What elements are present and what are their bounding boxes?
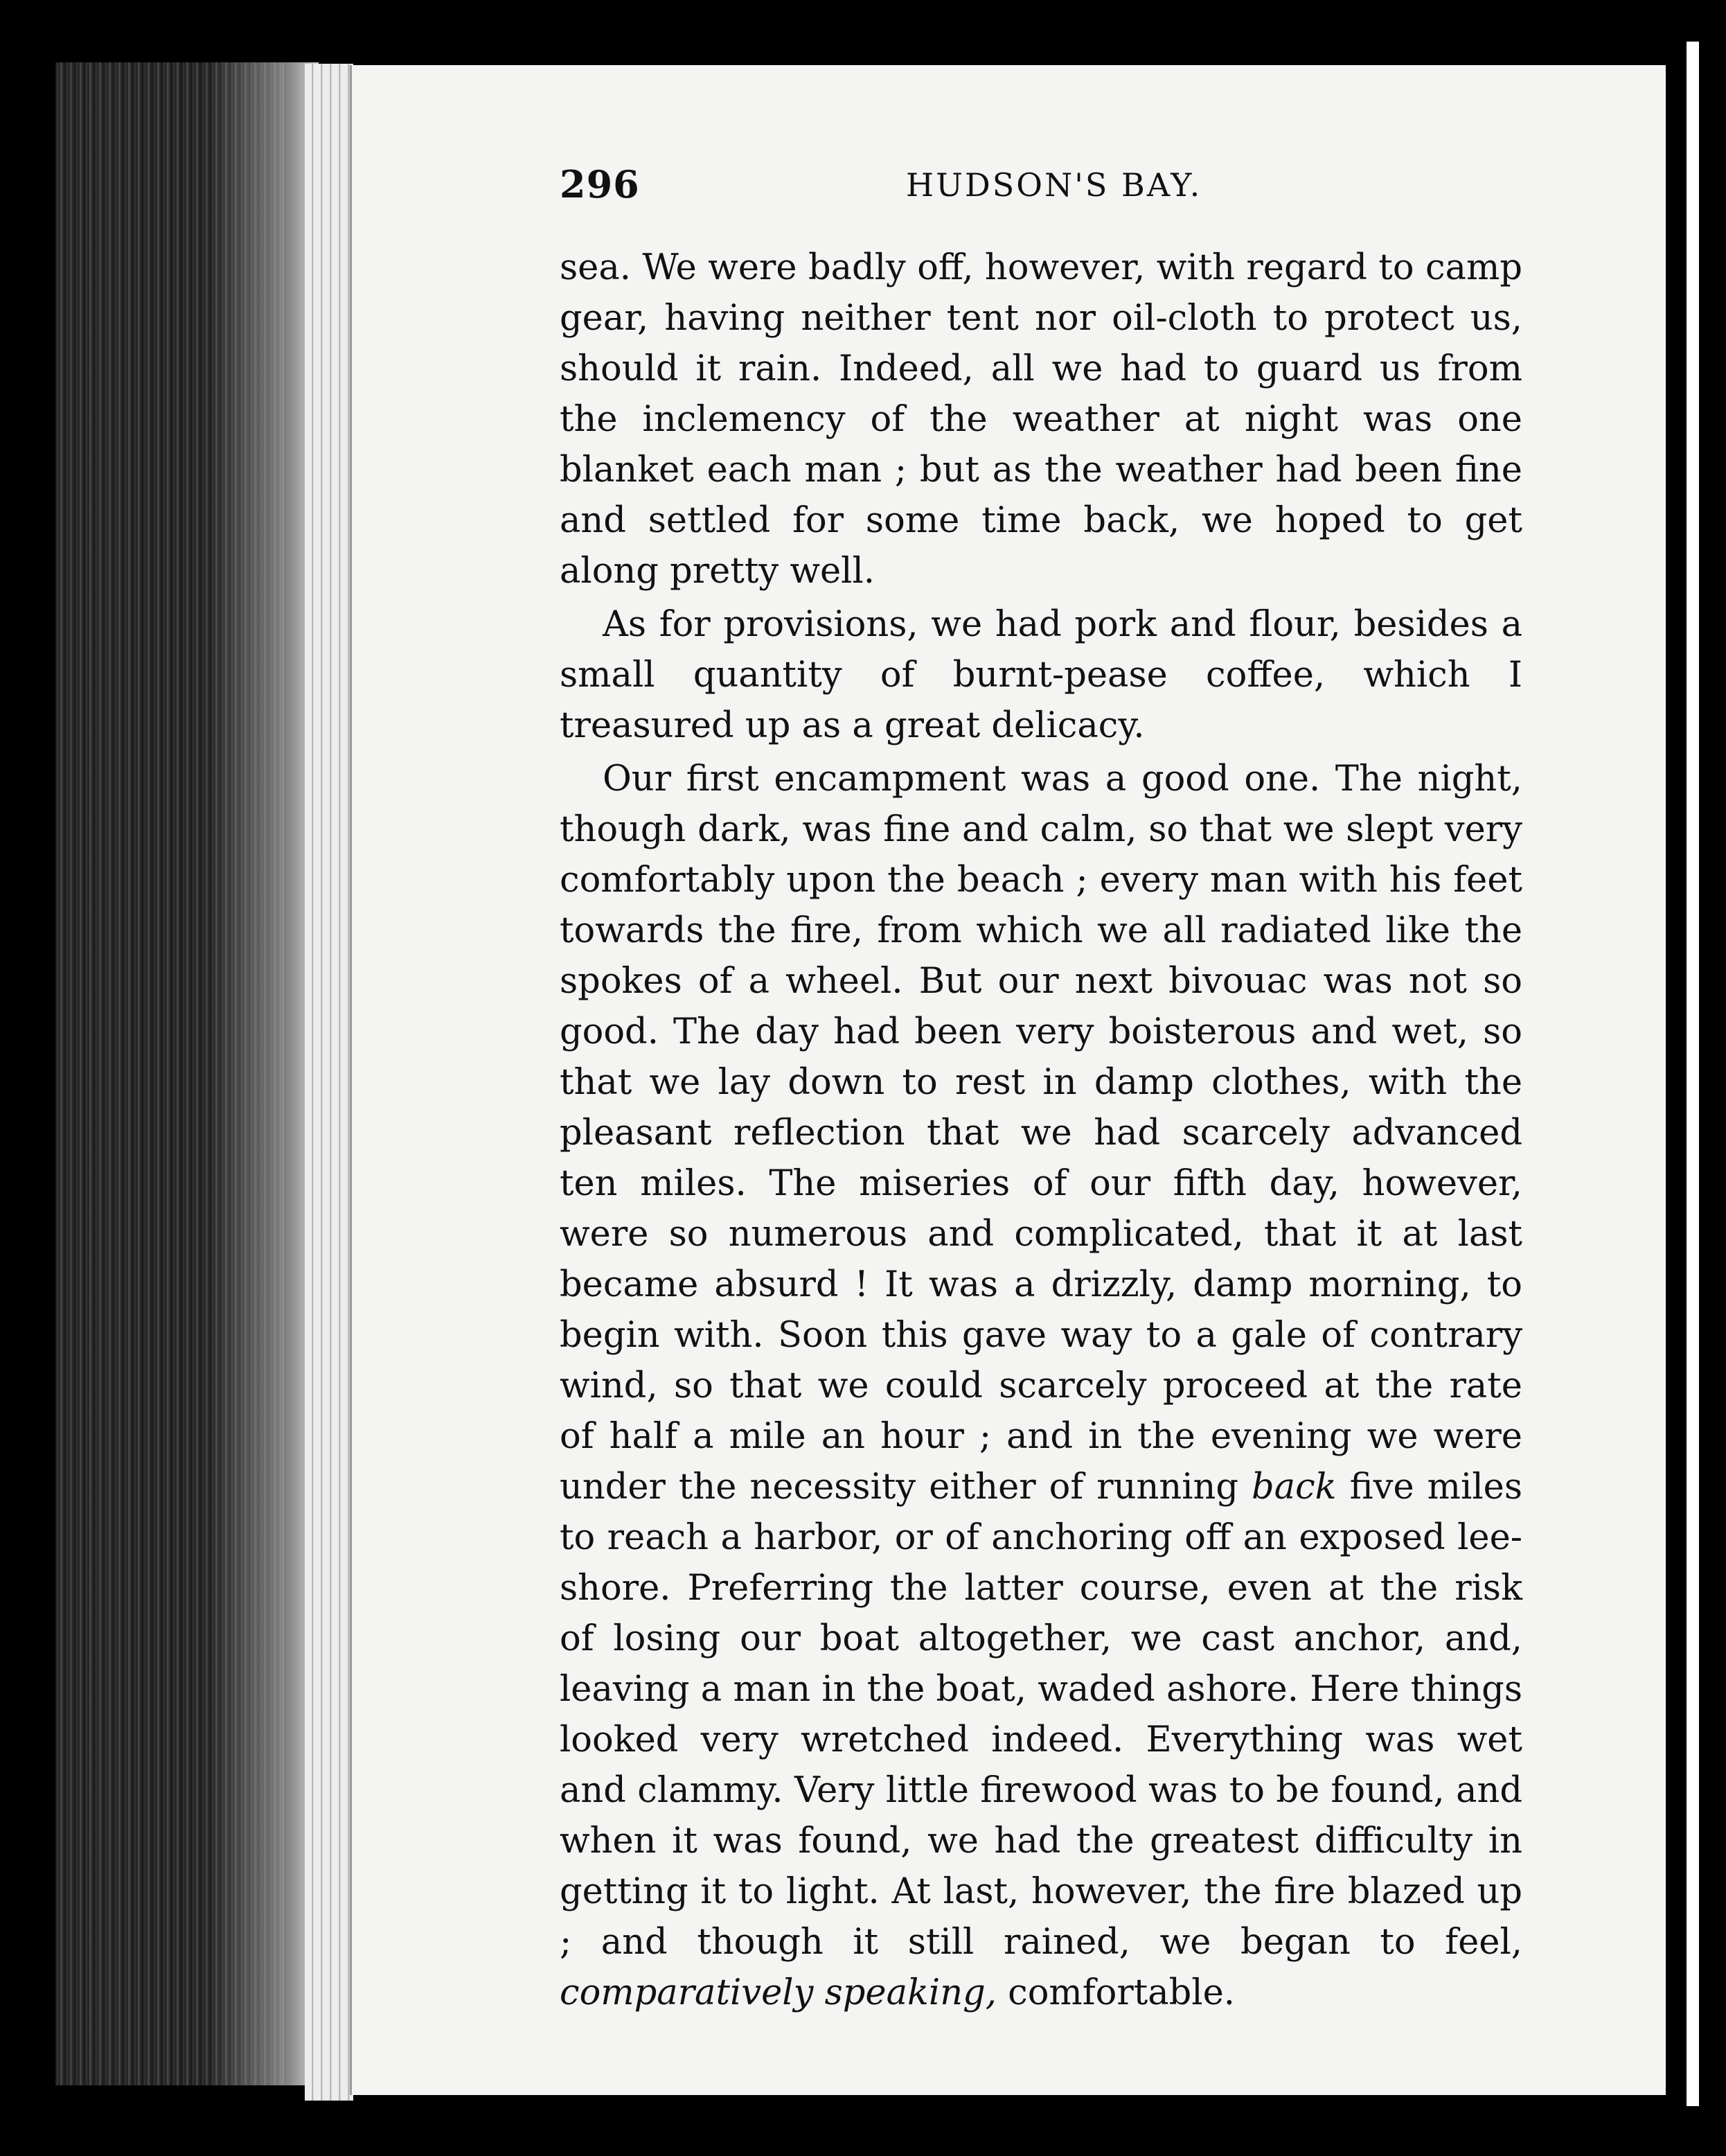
page-number: 296	[560, 162, 640, 206]
paragraph-3	[560, 754, 1522, 2018]
italic-back: back	[1252, 1467, 1337, 1508]
page-stack-fade	[208, 62, 319, 2085]
body-text	[560, 242, 1522, 2018]
paragraph-3-part-a: Our first encampment was a good one. The night, though dark, was fine and calm, so that we slept very comfortably upon the beach ; every man with his feet towards the fire, from which we all radiated like the spokes of a wheel. But our next bivouac was not so good. The day had been very boisterous and wet, so that we lay down to rest in damp clothes, with the pleasant reflection that we had scarcely advanced ten miles. The miseries of our fifth day, however, were so numerous and complicated, that it at last became absurd ! It was a drizzly, damp morning, to begin with. Soon this gave way to a gale of contrary wind, so that we could scarcely proceed at the rate of half a mile an hour ; and in the evening we were under the necessity either of running	[560, 759, 1522, 1508]
paragraph-1: sea. We were badly off, however, with regard to camp gear, having neither tent nor oil-cloth to protect us, should it rain. Indeed, all we had to guard us from the inclemency of the weather at night was one blanket each man ; but as the weather had been fine and settled for some time back, we hoped to get along pretty well.	[560, 247, 1522, 592]
running-head: HUDSON'S BAY.	[906, 166, 1202, 204]
paragraph-3-part-b: five miles to reach a harbor, or of anchoring off an exposed lee-shore. Preferring the latter course, even at the risk of losing our boat altogether, we cast anchor, and, leaving a man in the boat, waded ashore. Here things looked very wretched indeed. Everything was wet and clammy. Very little firewood was to be found, and when it was found, we had the greatest difficulty in getting it to light. At last, however, the fire blazed up ; and though it still rained, we began to feel,	[560, 1467, 1522, 1963]
page-header	[560, 162, 1529, 224]
italic-comparatively-speaking: comparatively speaking,	[560, 1972, 997, 2013]
page-fore-edge-lines	[305, 64, 353, 2101]
paragraph-2: As for provisions, we had pork and flour, besides a small quantity of burnt-pease coffee, which I treasured up as a great delicacy.	[560, 604, 1522, 746]
book-page-edges	[0, 0, 305, 2156]
right-binding-shadow	[1666, 28, 1687, 2106]
book-page	[350, 65, 1668, 2095]
right-page-strip	[1687, 42, 1699, 2106]
paragraph-3-part-c: comfortable.	[1008, 1972, 1235, 2013]
